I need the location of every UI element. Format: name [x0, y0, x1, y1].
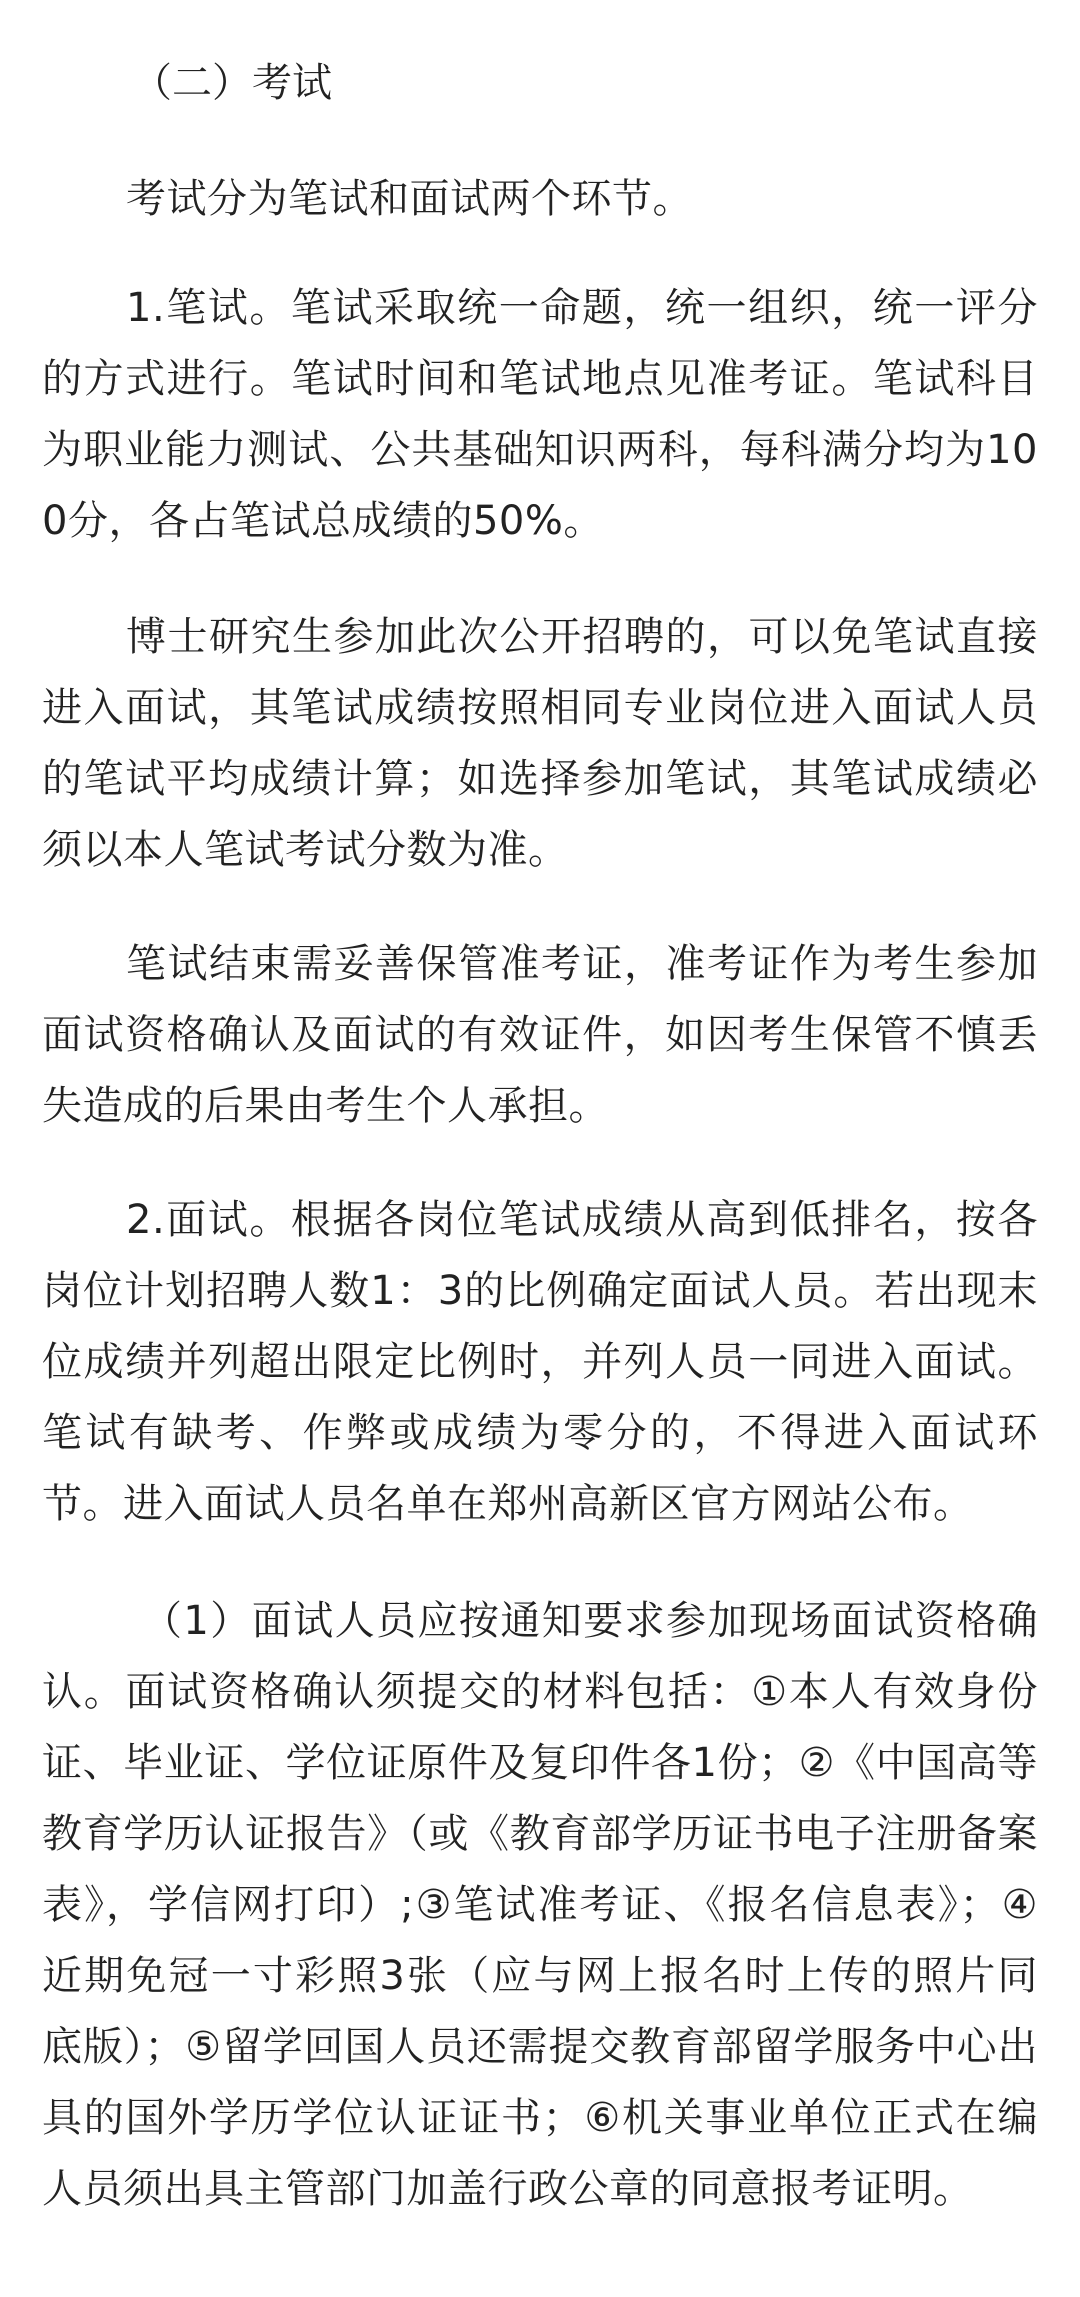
paragraph-doctoral-exemption: 博士研究生参加此次公开招聘的，可以免笔试直接进入面试，其笔试成绩按照相同专业岗位进入面试人员的笔试平均成绩计算；如选择参加笔试，其笔试成绩必须以本人笔试考试分数为准。 — [42, 614, 1038, 873]
paragraph-qualification-materials: （1）面试人员应按通知要求参加现场面试资格确认。面试资格确认须提交的材料包括：①本人有效身份证、毕业证、学位证原件及复印件各1份；②《中国高等教育学历认证报告》（或《教育部学历证书电子注册备案表》，学信网打印）;③笔试准考证、《报名信息表》；④近期免冠一寸彩照3张（应与网上报名时上传的照片同底版）；⑤留学回国人员还需提交教育部留学服务中心出具的国外学历学位认证证书；⑥机关事业单位正式在编人员须出具主管部门加盖行政公章的同意报考证明。 — [42, 1598, 1038, 2212]
paragraph-exam-overview: 考试分为笔试和面试两个环节。 — [126, 176, 693, 222]
paragraph-written-exam: 1.笔试。笔试采取统一命题，统一组织，统一评分的方式进行。笔试时间和笔试地点见准考证。笔试科目为职业能力测试、公共基础知识两科，每科满分均为100分，各占笔试总成绩的50%。 — [42, 285, 1038, 544]
section-heading: （二）考试 — [132, 60, 332, 106]
paragraph-interview: 2.面试。根据各岗位笔试成绩从高到低排名，按各岗位计划招聘人数1：3的比例确定面试人员。若出现末位成绩并列超出限定比例时，并列人员一同进入面试。笔试有缺考、作弊或成绩为零分的，不得进入面试环节。进入面试人员名单在郑州高新区官方网站公布。 — [42, 1197, 1038, 1527]
paragraph-admission-ticket: 笔试结束需妥善保管准考证，准考证作为考生参加面试资格确认及面试的有效证件，如因考生保管不慎丢失造成的后果由考生个人承担。 — [42, 941, 1038, 1129]
